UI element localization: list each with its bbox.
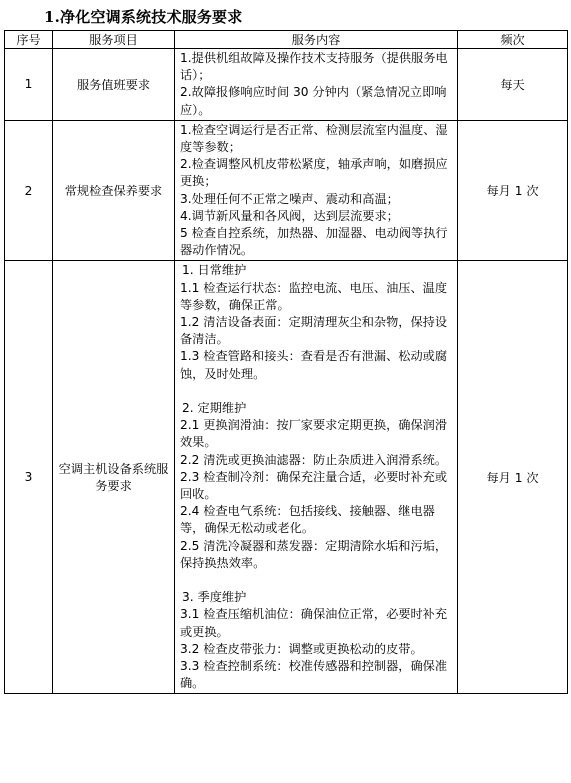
content-line: 4.调节新风量和各风阀，达到层流要求； [180,208,399,223]
content-line: 2.故障报修响应时间 30 分钟内（紧急情况立即响应）。 [180,85,447,117]
row-number: 1 [5,49,53,121]
section-heading: 2. 定期维护 [182,401,247,416]
table-row [5,261,568,694]
content-line: 3.2 检查皮带张力：调整或更换松动的皮带。 [180,641,423,656]
frequency: 每月 1 次 [458,120,568,261]
content-line: 3.1 检查压缩机油位：确保油位正常，必要时补充或更换。 [180,607,448,639]
content-line: 1.检查空调运行是否正常、检测层流室内温度、湿度等参数； [180,122,448,155]
service-item: 服务值班要求 [53,49,175,121]
content-line: 2.3 检查制冷剂：确保充注量合适，必要时补充或回收。 [180,469,448,502]
section-heading: 1. 日常维护 [182,263,247,278]
header-content: 服务内容 [175,31,458,49]
section-spacer [180,383,453,400]
header-frequency: 频次 [458,31,568,49]
content-line: 2.1 更换润滑油：按厂家要求定期更换，确保润滑效果。 [180,418,448,450]
row-number: 3 [5,261,53,694]
content-line: 1.3 检查管路和接头：查看是否有泄漏、松动或腐蚀，及时处理。 [180,349,448,381]
content-line: 1.提供机组故障及操作技术支持服务（提供服务电话）； [180,51,448,83]
row-number: 2 [5,120,53,261]
service-item: 空调主机设备系统服务要求 [53,261,175,694]
header-item: 服务项目 [53,31,175,49]
section-spacer [180,572,453,589]
frequency: 每月 1 次 [458,261,568,694]
frequency: 每天 [458,49,568,121]
document-title: 1.净化空调系统技术服务要求 [44,8,243,26]
header-no: 序号 [5,31,53,49]
content-line: 1.1 检查运行状态：监控电流、电压、油压、温度等参数，确保正常。 [180,280,448,312]
service-content [175,261,458,694]
content-line: 2.检查调整风机皮带松紧度，轴承声响，如磨损应更换； [180,157,448,189]
content-line: 1.2 清洁设备表面：定期清理灰尘和杂物，保持设备清洁。 [180,315,448,347]
content-line: 3.处理任何不正常之噪声、震动和高温； [180,191,399,206]
service-content [175,49,458,121]
service-requirements-table [4,30,568,694]
content-line: 3.3 检查控制系统：校准传感器和控制器，确保准确。 [180,659,448,691]
content-line: 5 检查自控系统，加热器、加湿器、电动阀等执行器动作情况。 [180,226,448,258]
section-heading: 3. 季度维护 [182,590,247,605]
table-row [5,49,568,121]
service-item: 常规检查保养要求 [53,120,175,261]
table-header-row [5,31,568,49]
service-content [175,120,458,261]
content-line: 2.5 清洗冷凝器和蒸发器：定期清除水垢和污垢，保持换热效率。 [180,538,448,570]
table-row [5,120,568,261]
content-line: 2.4 检查电气系统：包括接线、接触器、继电器等，确保无松动或老化。 [180,504,435,536]
content-line: 2.2 清洗或更换油滤器：防止杂质进入润滑系统。 [180,452,448,467]
